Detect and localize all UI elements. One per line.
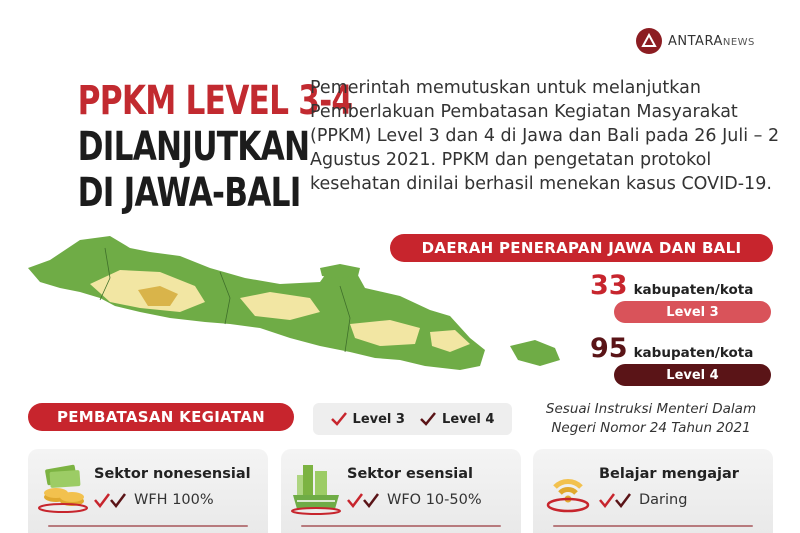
double-check-icon bbox=[94, 492, 128, 508]
headline-line-1: PPKM LEVEL 3-4 bbox=[77, 78, 353, 124]
sector-value-row bbox=[94, 492, 214, 508]
level4-unit: kabupaten/kota bbox=[633, 345, 754, 361]
sector-card-nonessential bbox=[28, 449, 268, 533]
sector-card-essential bbox=[281, 449, 521, 533]
bali-island bbox=[510, 340, 560, 366]
headline-line-2: DILANJUTKAN bbox=[77, 124, 310, 170]
level3-count: 33 bbox=[590, 270, 628, 301]
legend-level4-label: Level 4 bbox=[442, 411, 495, 427]
double-check-icon bbox=[599, 492, 633, 508]
level3-count-row bbox=[590, 270, 780, 301]
sector-title: Belajar mengajar bbox=[599, 466, 739, 482]
sector-value: WFO 10-50% bbox=[387, 492, 482, 508]
region-title: DAERAH PENERAPAN JAWA DAN BALI bbox=[390, 234, 773, 262]
sector-card-education bbox=[533, 449, 773, 533]
madura-island bbox=[320, 264, 360, 278]
sector-value-row bbox=[347, 492, 482, 508]
card-divider bbox=[48, 525, 248, 527]
restrictions-title: PEMBATASAN KEGIATAN bbox=[28, 403, 294, 431]
check-icon bbox=[331, 412, 347, 426]
intro-paragraph: Pemerintah memutuskan untuk melanjutkan Pemberlakuan Pembatasan Kegiatan Masyarakat (PPKM) Level 3 dan 4 di Jawa dan Bali pada 26 Juli – 2 Agustus 2021. PPKM dan pengetatan protokol kesehatan dinilai berhasil menekan kasus COVID-19. bbox=[310, 78, 780, 194]
money-coins-icon bbox=[36, 461, 90, 515]
antara-logo-mark bbox=[636, 28, 662, 54]
sector-title: Sektor esensial bbox=[347, 466, 473, 482]
level3-pill: Level 3 bbox=[614, 301, 771, 323]
level4-pill: Level 4 bbox=[614, 364, 771, 386]
sector-value: Daring bbox=[639, 492, 688, 508]
level4-count: 95 bbox=[590, 333, 628, 364]
card-divider bbox=[301, 525, 501, 527]
check-icon bbox=[420, 412, 436, 426]
headline bbox=[20, 78, 353, 216]
antara-logo bbox=[636, 26, 755, 56]
level4-count-row bbox=[590, 333, 780, 364]
sector-title: Sektor nonesensial bbox=[94, 466, 251, 482]
sector-value: WFH 100% bbox=[134, 492, 214, 508]
card-divider bbox=[553, 525, 753, 527]
city-map-icon bbox=[289, 461, 343, 515]
antara-logo-text: ANTARANEWS bbox=[668, 33, 755, 49]
instruction-note: Sesuai Instruksi Menteri Dalam Negeri Nomor 24 Tahun 2021 bbox=[545, 401, 757, 436]
level-legend bbox=[313, 403, 512, 435]
headline-line-3: DI JAWA-BALI bbox=[77, 170, 301, 216]
legend-level3-label: Level 3 bbox=[352, 411, 405, 427]
legend-level3 bbox=[331, 412, 405, 427]
legend-level4 bbox=[420, 412, 494, 427]
double-check-icon bbox=[347, 492, 381, 508]
sector-value-row bbox=[599, 492, 687, 508]
wifi-icon bbox=[541, 461, 595, 515]
level3-unit: kabupaten/kota bbox=[633, 282, 754, 298]
